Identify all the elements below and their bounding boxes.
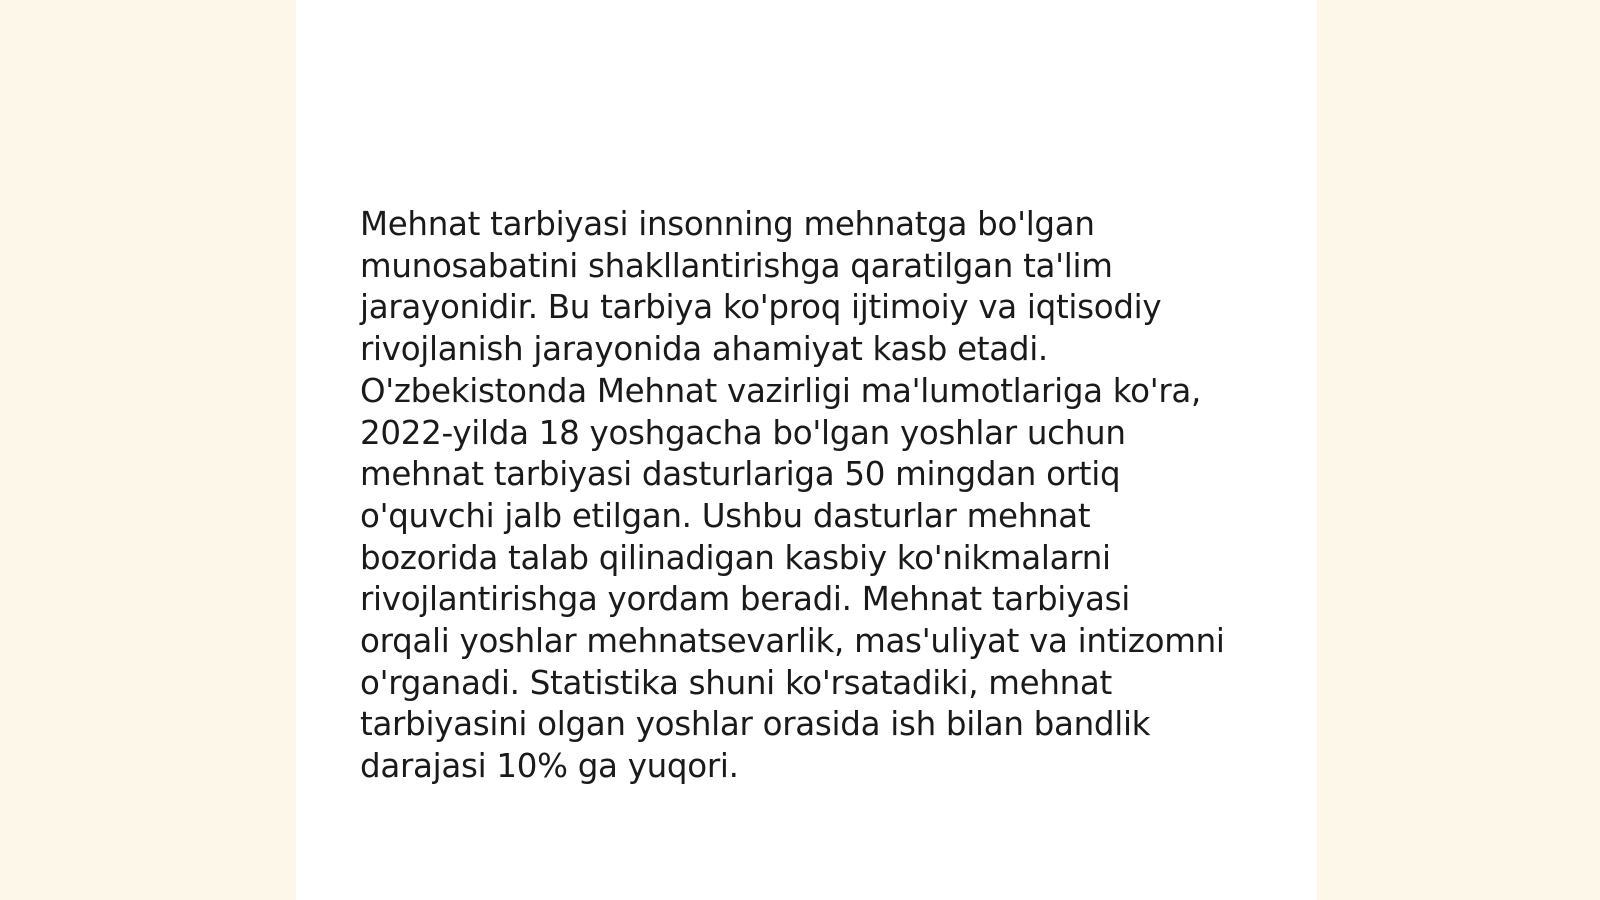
document-page xyxy=(296,0,1317,900)
body-paragraph xyxy=(360,204,1250,788)
text-line: rivojlanish jarayonida ahamiyat kasb etadi. xyxy=(360,330,1048,369)
text-line: O'zbekistonda Mehnat vazirligi ma'lumotlariga ko'ra, xyxy=(360,371,1202,410)
text-line: munosabatini shakllantirishga qaratilgan ta'lim xyxy=(360,246,1113,285)
text-line: orqali yoshlar mehnatsevarlik, mas'uliyat va intizomni xyxy=(360,622,1225,661)
text-line: 2022-yilda 18 yoshgacha bo'lgan yoshlar uchun xyxy=(360,413,1126,452)
text-line: tarbiyasini olgan yoshlar orasida ish bilan bandlik xyxy=(360,705,1151,744)
text-line: jarayonidir. Bu tarbiya ko'proq ijtimoiy va iqtisodiy xyxy=(360,288,1162,327)
text-line: Mehnat tarbiyasi insonning mehnatga bo'lgan xyxy=(360,205,1095,243)
text-line: bozorida talab qilinadigan kasbiy ko'nikmalarni xyxy=(360,538,1111,577)
text-line: mehnat tarbiyasi dasturlariga 50 mingdan ortiq xyxy=(360,455,1121,494)
text-line: rivojlantirishga yordam beradi. Mehnat tarbiyasi xyxy=(360,580,1130,619)
text-line: darajasi 10% ga yuqori. xyxy=(360,747,739,786)
text-line: o'quvchi jalb etilgan. Ushbu dasturlar mehnat xyxy=(360,496,1091,535)
text-line: o'rganadi. Statistika shuni ko'rsatadiki, mehnat xyxy=(360,663,1112,702)
